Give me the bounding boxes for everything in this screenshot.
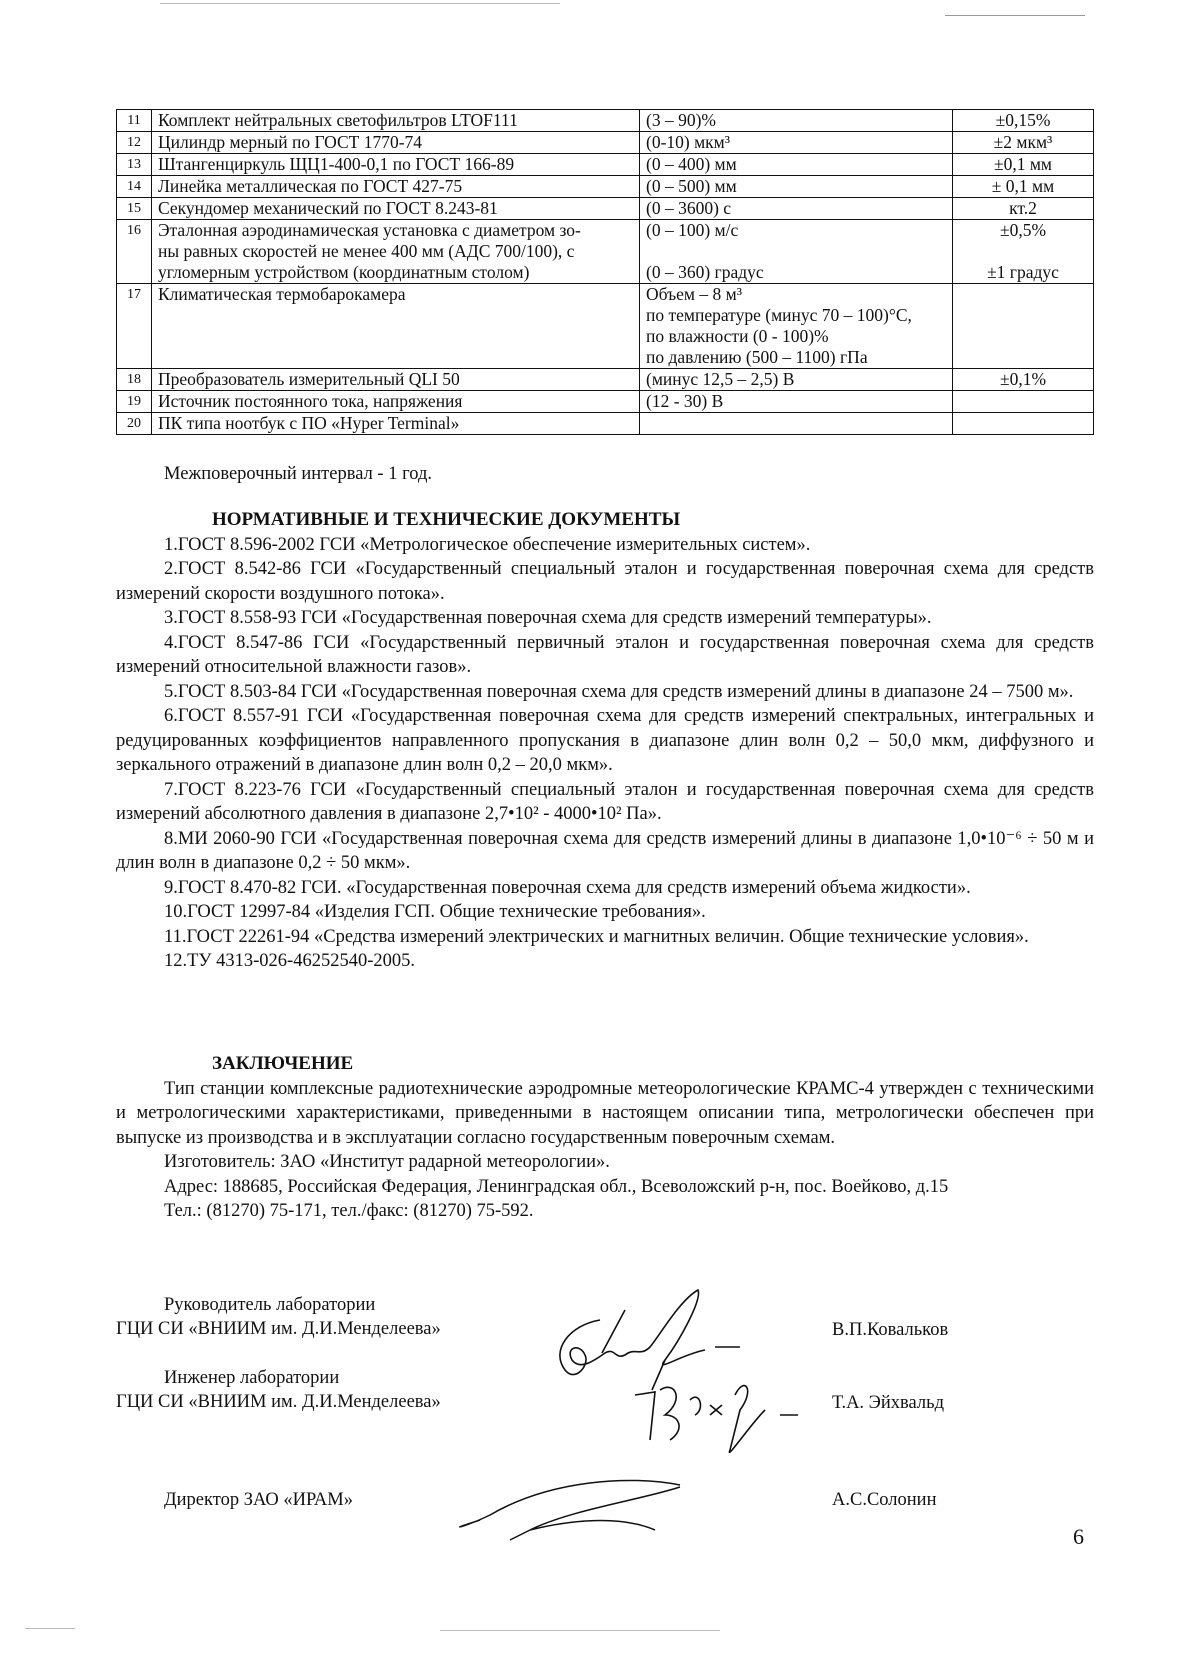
table-row [117,110,1094,132]
equipment-name: Линейка металлическая по ГОСТ 427-75 [152,176,640,198]
table-row [117,132,1094,154]
role-title: Директор ЗАО «ИРАМ» [164,1490,353,1510]
row-number: 13 [117,154,152,176]
equipment-name: Источник постоянного тока, напряжения [152,391,640,413]
row-number: 18 [117,369,152,391]
measurement-range: (0 – 100) м/с (0 – 360) градус [640,220,953,284]
page-number: 6 [1073,1524,1084,1549]
scan-artifact-bottom-left [25,1628,75,1629]
conclusion-heading: ЗАКЛЮЧЕНИЕ [212,1053,354,1074]
row-number: 19 [117,391,152,413]
handwritten-signature-eichwald [630,1370,810,1470]
table-row [117,176,1094,198]
role-organization: ГЦИ СИ «ВНИИМ им. Д.И.Менделеева» [116,1392,441,1412]
address: Адрес: 188685, Российская Федерация, Ленинградская обл., Всеволожский р-н, пос. Воейково, д.15 [164,1176,949,1197]
verification-interval-note: Межповерочный интервал - 1 год. [164,464,432,484]
accuracy [953,391,1094,413]
normative-documents-section [116,508,1094,974]
signatory-name-kovalkov: В.П.Ковальков [832,1320,949,1340]
table-row [117,154,1094,176]
measurement-range: (3 – 90)% [640,110,953,132]
signature-block-lab-engineer [116,1366,441,1414]
scan-artifact-bottom [440,1630,720,1631]
table-row [117,413,1094,435]
normative-document-item: 2.ГОСТ 8.542-86 ГСИ «Государственный специальный эталон и государственная поверочная схема для средств измерений скорости воздушного потока». [116,559,1094,604]
equipment-name: Цилиндр мерный по ГОСТ 1770-74 [152,132,640,154]
row-number: 14 [117,176,152,198]
row-number: 20 [117,413,152,435]
table-row [117,220,1094,284]
signature-block-head-of-lab [116,1293,441,1341]
signatory-name-eichwald: Т.А. Эйхвальд [832,1393,944,1413]
signature-block-director [164,1488,353,1512]
row-number: 15 [117,198,152,220]
equipment-name: Комплект нейтральных светофильтров LTOF111 [152,110,640,132]
measurement-range: (минус 12,5 – 2,5) В [640,369,953,391]
accuracy [953,284,1094,369]
measurement-range: (12 - 30) В [640,391,953,413]
row-number: 12 [117,132,152,154]
measurement-range [640,413,953,435]
equipment-name: Штангенциркуль ЩЦ1-400-0,1 по ГОСТ 166-89 [152,154,640,176]
normative-document-item: 11.ГОСТ 22261-94 «Средства измерений электрических и магнитных величин. Общие технические условия». [164,926,1029,947]
accuracy: ±0,5% ±1 градус [953,220,1094,284]
normative-document-item: 5.ГОСТ 8.503-84 ГСИ «Государственная поверочная схема для средств измерений длины в диапазоне 24 – 7500 м». [164,681,1074,702]
conclusion-section [116,1052,1094,1224]
equipment-name: Секундомер механический по ГОСТ 8.243-81 [152,198,640,220]
measurement-range: (0 – 500) мм [640,176,953,198]
table-row [117,391,1094,413]
measurement-range: Объем – 8 м³ по температуре (минус 70 – 100)°С, по влажности (0 - 100)% по давлению (500 – 1100) гПа [640,284,953,369]
table-row [117,284,1094,369]
scan-artifact-top [160,3,560,4]
manufacturer: Изготовитель: ЗАО «Институт радарной метеорологии». [164,1152,610,1172]
table-row [117,369,1094,391]
row-number: 16 [117,220,152,284]
normative-document-item: 10.ГОСТ 12997-84 «Изделия ГСП. Общие технические требования». [164,902,706,922]
equipment-table [116,109,1094,435]
row-number: 11 [117,110,152,132]
normative-document-item: 8.МИ 2060-90 ГСИ «Государственная поверочная схема для средств измерений длины в диапазоне 1,0•10⁻⁶ ÷ 50 м и длин волн в диапазоне 0,2 ÷ 50 мкм». [116,828,1094,873]
accuracy: кт.2 [953,198,1094,220]
equipment-name: Климатическая термобарокамера [152,284,640,369]
phone: Тел.: (81270) 75-171, тел./факс: (81270) 75-592. [164,1201,534,1221]
normative-document-item: 7.ГОСТ 8.223-76 ГСИ «Государственный специальный эталон и государственная поверочная схема для средств измерений абсолютного давления в диапазоне 2,7•10² - 4000•10² Па». [116,779,1094,824]
normative-document-item: 4.ГОСТ 8.547-86 ГСИ «Государственный первичный эталон и государственная поверочная схема для средств измерений относительной влажности газов». [116,632,1094,677]
accuracy: ±2 мкм³ [953,132,1094,154]
normative-documents-list [116,533,1094,974]
measurement-range: (0-10) мкм³ [640,132,953,154]
normative-document-item: 12.ТУ 4313-026-46252540-2005. [164,951,416,971]
conclusion-text: Тип станции комплексные радиотехнические аэродромные метеорологические КРАМС-4 утвержден с техническими и метрологическими характеристиками, приведенными в настоящем описании типа, метрологически обеспечен при выпуске из производства и в эксплуатации согласно государственным поверочным схемам. [116,1078,1094,1148]
scan-artifact-top-right [945,15,1085,16]
signatory-name-solonin: А.С.Солонин [832,1490,937,1510]
accuracy: ±0,1% [953,369,1094,391]
table-row [117,198,1094,220]
normative-document-item: 9.ГОСТ 8.470-82 ГСИ. «Государственная поверочная схема для средств измерений объема жидкости». [164,877,971,898]
role-title: Руководитель лаборатории [164,1295,376,1315]
handwritten-signature-solonin [450,1475,780,1545]
equipment-name: ПК типа ноотбук с ПО «Hyper Terminal» [152,413,640,435]
row-number: 17 [117,284,152,369]
normative-document-item: 3.ГОСТ 8.558-93 ГСИ «Государственная поверочная схема для средств измерений температуры». [164,608,932,628]
measurement-range: (0 – 3600) с [640,198,953,220]
measurement-range: (0 – 400) мм [640,154,953,176]
accuracy: ±0,15% [953,110,1094,132]
role-title: Инженер лаборатории [164,1368,340,1388]
normative-document-item: 1.ГОСТ 8.596-2002 ГСИ «Метрологическое обеспечение измерительных систем». [164,534,811,555]
normative-document-item: 6.ГОСТ 8.557-91 ГСИ «Государственная поверочная схема для средств измерений спектральных, интегральных и редуцированных коэффициентов направленного пропускания в диапазоне длин волн 0,2 – 50,0 мкм, диффузного и зеркального отражений в диапазоне длин волн 0,2 – 20,0 мкм». [116,706,1094,775]
equipment-name: Эталонная аэродинамическая установка с диаметром зо- ны равных скоростей не менее 400 мм (АДС 700/100), с угломерным устройством (координатным столом) [152,220,640,284]
normative-documents-heading: НОРМАТИВНЫЕ И ТЕХНИЧЕСКИЕ ДОКУМЕНТЫ [212,509,681,530]
accuracy: ± 0,1 мм [953,176,1094,198]
accuracy [953,413,1094,435]
accuracy: ±0,1 мм [953,154,1094,176]
equipment-name: Преобразователь измерительный QLI 50 [152,369,640,391]
role-organization: ГЦИ СИ «ВНИИМ им. Д.И.Менделеева» [116,1319,441,1339]
